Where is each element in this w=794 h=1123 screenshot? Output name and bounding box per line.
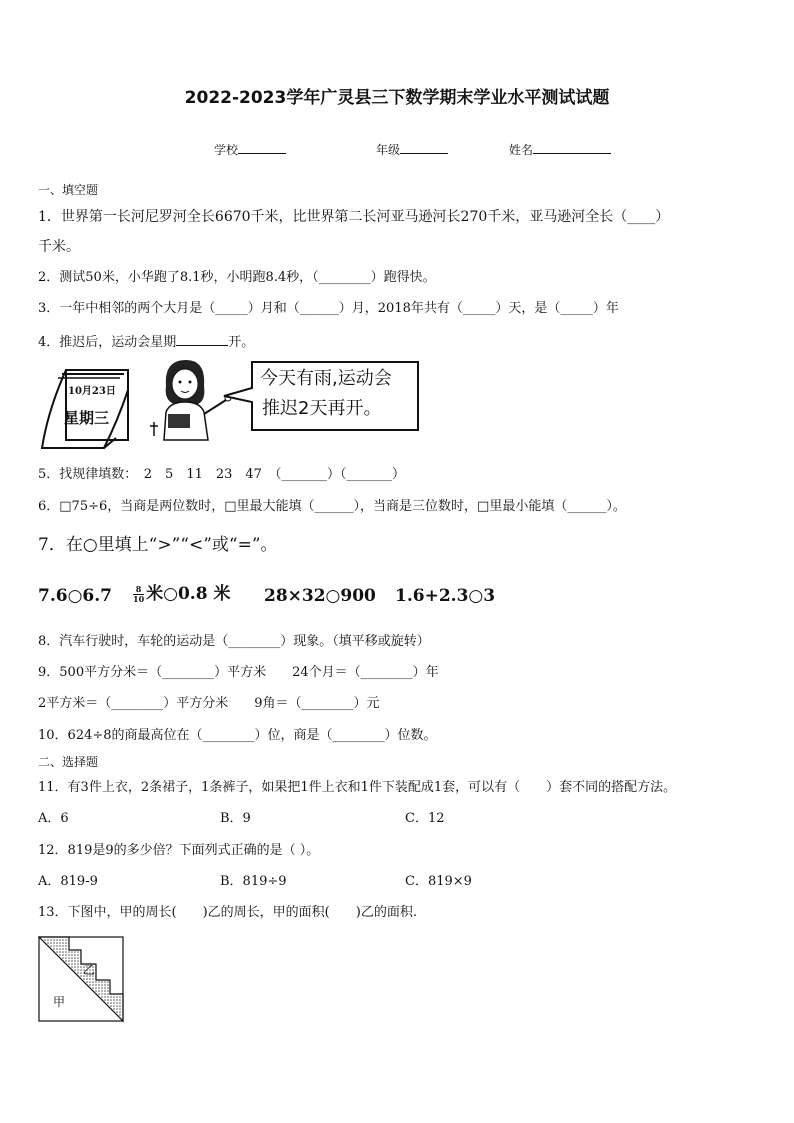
question-4-tail: 开。 — [228, 335, 255, 350]
question-5: 5．找规律填数： 2 5 11 23 47 （_______）（_______） — [38, 467, 405, 482]
speech-line-2: 推迟2天再开。 — [262, 398, 382, 419]
question-1-tail: 千米。 — [38, 239, 80, 255]
q12-option-b: B．819÷9 — [220, 874, 287, 889]
q11-option-c: C．12 — [405, 811, 445, 826]
question-6: 6．□75÷6，当商是两位数时，□里最大能填（______），当商是三位数时，□里最小能填（______）。 — [38, 499, 626, 514]
calendar-illustration — [38, 360, 138, 455]
question-4-text: 4．推迟后，运动会星期 — [38, 335, 177, 350]
question-13: 13．下图中，甲的周长( )乙的周长，甲的面积( )乙的面积. — [38, 905, 417, 920]
q11-option-b: B．9 — [220, 811, 251, 826]
grade-field — [376, 141, 448, 158]
calendar-date: 10月23日 — [68, 386, 116, 397]
compare-item-b — [133, 584, 230, 604]
compare-item-c: 28×32○900 — [264, 586, 376, 606]
question-8: 8．汽车行驶时，车轮的运动是（________）现象。（填平移或旋转） — [38, 634, 430, 649]
grade-label: 年级 — [376, 143, 401, 157]
speech-line-1: 今天有雨,运动会 — [260, 368, 392, 389]
section-fill-blank: 一、填空题 — [38, 183, 99, 197]
label-yi: 乙 — [83, 963, 96, 977]
name-field — [509, 141, 611, 158]
school-label: 学校 — [214, 143, 239, 157]
question-9-line-2: 2平方米＝（________）平方分米 9角＝（________）元 — [38, 696, 380, 711]
question-7: 7．在○里填上“>”“<”或“=”。 — [38, 535, 278, 555]
page-title: 2022-2023学年广灵县三下数学期末学业水平测试试题 — [184, 88, 610, 108]
perimeter-area-figure — [38, 936, 128, 1024]
calendar-weekday: 星期三 — [64, 409, 110, 427]
question-12: 12．819是9的多少倍？下面列式正确的是（ ）。 — [38, 843, 320, 858]
section-multiple-choice: 二、选择题 — [38, 755, 99, 769]
label-jia: 甲 — [53, 995, 66, 1009]
question-10: 10．624÷8的商最高位在（________）位，商是（________）位数。 — [38, 728, 437, 743]
question-4 — [38, 333, 254, 351]
compare-item-d: 1.6+2.3○3 — [395, 586, 496, 606]
question-11: 11．有3件上衣，2条裙子，1条裤子，如果把1件上衣和1件下装配成1套，可以有（ ）套不同的搭配方法。 — [38, 780, 677, 795]
q12-option-c: C．819×9 — [405, 874, 472, 889]
compare-item-b-text: 米○0.8 米 — [146, 584, 231, 604]
question-1: 1．世界第一长河尼罗河全长6670千米，比世界第二长河亚马逊河长270千米，亚马逊河全长（____） — [38, 209, 670, 225]
question-9-line-1: 9．500平方分米＝（________）平方米 24个月＝（________）年 — [38, 665, 439, 680]
school-field — [214, 141, 286, 158]
q11-option-a: A．6 — [38, 811, 69, 826]
fraction-numerator: 8 — [135, 584, 142, 594]
name-label: 姓名 — [509, 143, 534, 157]
question-2: 2．测试50米，小华跑了8.1秒，小明跑8.4秒，（________）跑得快。 — [38, 270, 436, 285]
fraction-denominator: 10 — [133, 594, 145, 604]
fraction — [133, 585, 144, 604]
compare-item-a: 7.6○6.7 — [38, 586, 112, 606]
question-3: 3．一年中相邻的两个大月是（_____）月和（______）月，2018年共有（_____）天，是（_____）年 — [38, 301, 619, 316]
q12-option-a: A．819-9 — [38, 874, 98, 889]
